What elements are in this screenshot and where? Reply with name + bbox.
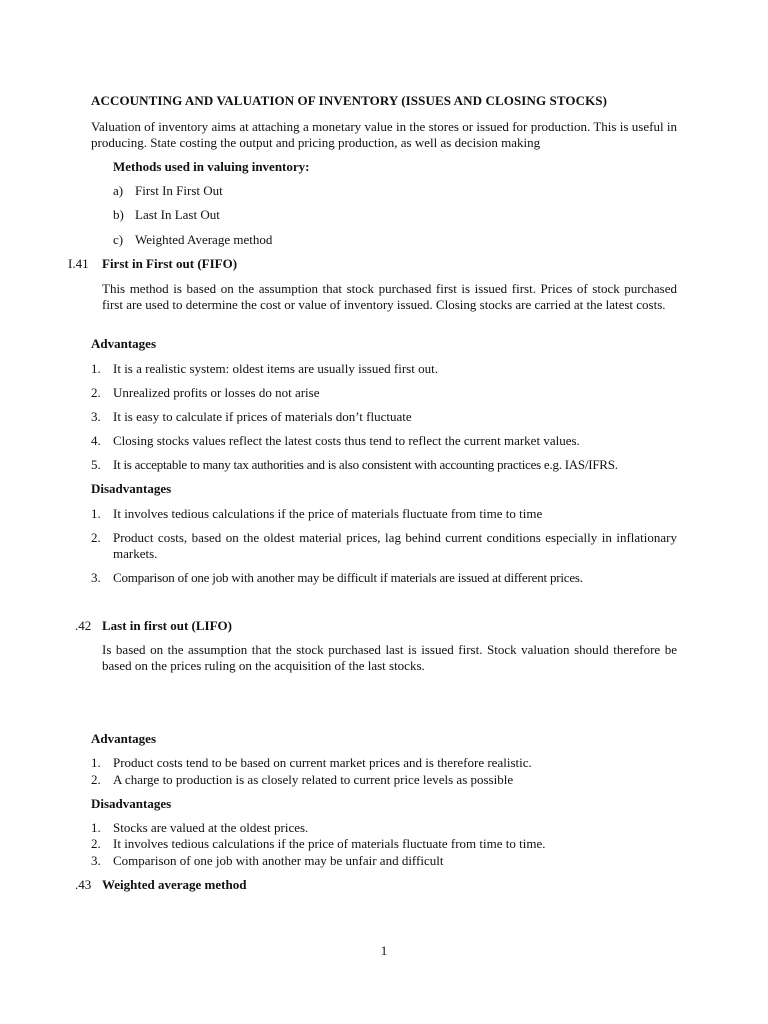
lifo-description: Is based on the assumption that the stock purchased last is issued first. Stock valuation should therefore be based on the prices ruling on the acquisition of the last stocks. [102,642,677,673]
fifo-dis-marker-3: 3. [91,570,101,585]
lifo-adv-marker-1: 1. [91,755,101,770]
fifo-dis-item-3: Comparison of one job with another may be difficult if materials are issued at different prices. [113,570,583,585]
fifo-description: This method is based on the assumption that stock purchased first is issued first. Prices of stock purchased first are used to determine the cost or value of inventory issued. Closing stocks are carried at the latest costs. [102,281,677,312]
method-marker-a: a) [113,183,124,198]
lifo-dis-marker-2: 2. [91,836,101,851]
fifo-dis-marker-2: 2. [91,530,101,545]
methods-heading: Methods used in valuing inventory: [113,159,310,174]
section-number-fifo: I.41 [68,256,89,271]
section-heading-lifo: Last in first out (LIFO) [102,618,232,633]
method-marker-b: b) [113,207,124,222]
document-title: ACCOUNTING AND VALUATION OF INVENTORY (ISSUES AND CLOSING STOCKS) [91,93,608,108]
lifo-dis-marker-3: 3. [91,853,101,868]
fifo-adv-item-1: It is a realistic system: oldest items are usually issued first out. [113,361,438,376]
lifo-adv-item-2: A charge to production is as closely related to current price levels as possible [113,772,514,787]
fifo-adv-item-2: Unrealized profits or losses do not arise [113,385,320,400]
section-heading-weighted: Weighted average method [102,877,247,892]
lifo-adv-marker-2: 2. [91,772,101,787]
section-number-lifo: .42 [75,618,92,633]
fifo-dis-item-2: Product costs, based on the oldest material prices, lag behind current conditions especially in inflationary markets. [113,530,677,561]
section-number-weighted: .43 [75,877,92,892]
fifo-dis-item-1: It involves tedious calculations if the price of materials fluctuate from time to time [113,506,543,521]
lifo-dis-item-2: It involves tedious calculations if the price of materials fluctuate from time to time. [113,836,546,851]
page-number: 1 [380,943,388,958]
lifo-dis-item-1: Stocks are valued at the oldest prices. [113,820,309,835]
lifo-dis-item-3: Comparison of one job with another may be unfair and difficult [113,853,444,868]
method-item-weighted: Weighted Average method [135,232,273,247]
fifo-dis-marker-1: 1. [91,506,101,521]
section-heading-fifo: First in First out (FIFO) [102,256,238,271]
lifo-dis-marker-1: 1. [91,820,101,835]
fifo-adv-item-3: It is easy to calculate if prices of materials don’t fluctuate [113,409,412,424]
fifo-adv-marker-4: 4. [91,433,101,448]
fifo-adv-marker-1: 1. [91,361,101,376]
lifo-disadvantages-heading: Disadvantages [91,796,172,811]
fifo-adv-marker-5: 5. [91,457,101,472]
method-item-lifo: Last In Last Out [135,207,220,222]
method-marker-c: c) [113,232,124,247]
lifo-advantages-heading: Advantages [91,731,157,746]
method-item-fifo: First In First Out [135,183,223,198]
fifo-adv-item-5: It is acceptable to many tax authorities and is also consistent with accounting practices e.g. IAS/IFRS. [113,457,618,472]
intro-paragraph: Valuation of inventory aims at attaching a monetary value in the stores or issued for production. This is useful in producing. State costing the output and pricing production, as well as decision making [91,119,677,150]
fifo-advantages-heading: Advantages [91,336,157,351]
fifo-disadvantages-heading: Disadvantages [91,481,172,496]
lifo-adv-item-1: Product costs tend to be based on current market prices and is therefore realistic. [113,755,532,770]
fifo-adv-item-4: Closing stocks values reflect the latest costs thus tend to reflect the current market values. [113,433,580,448]
fifo-adv-marker-3: 3. [91,409,101,424]
fifo-adv-marker-2: 2. [91,385,101,400]
